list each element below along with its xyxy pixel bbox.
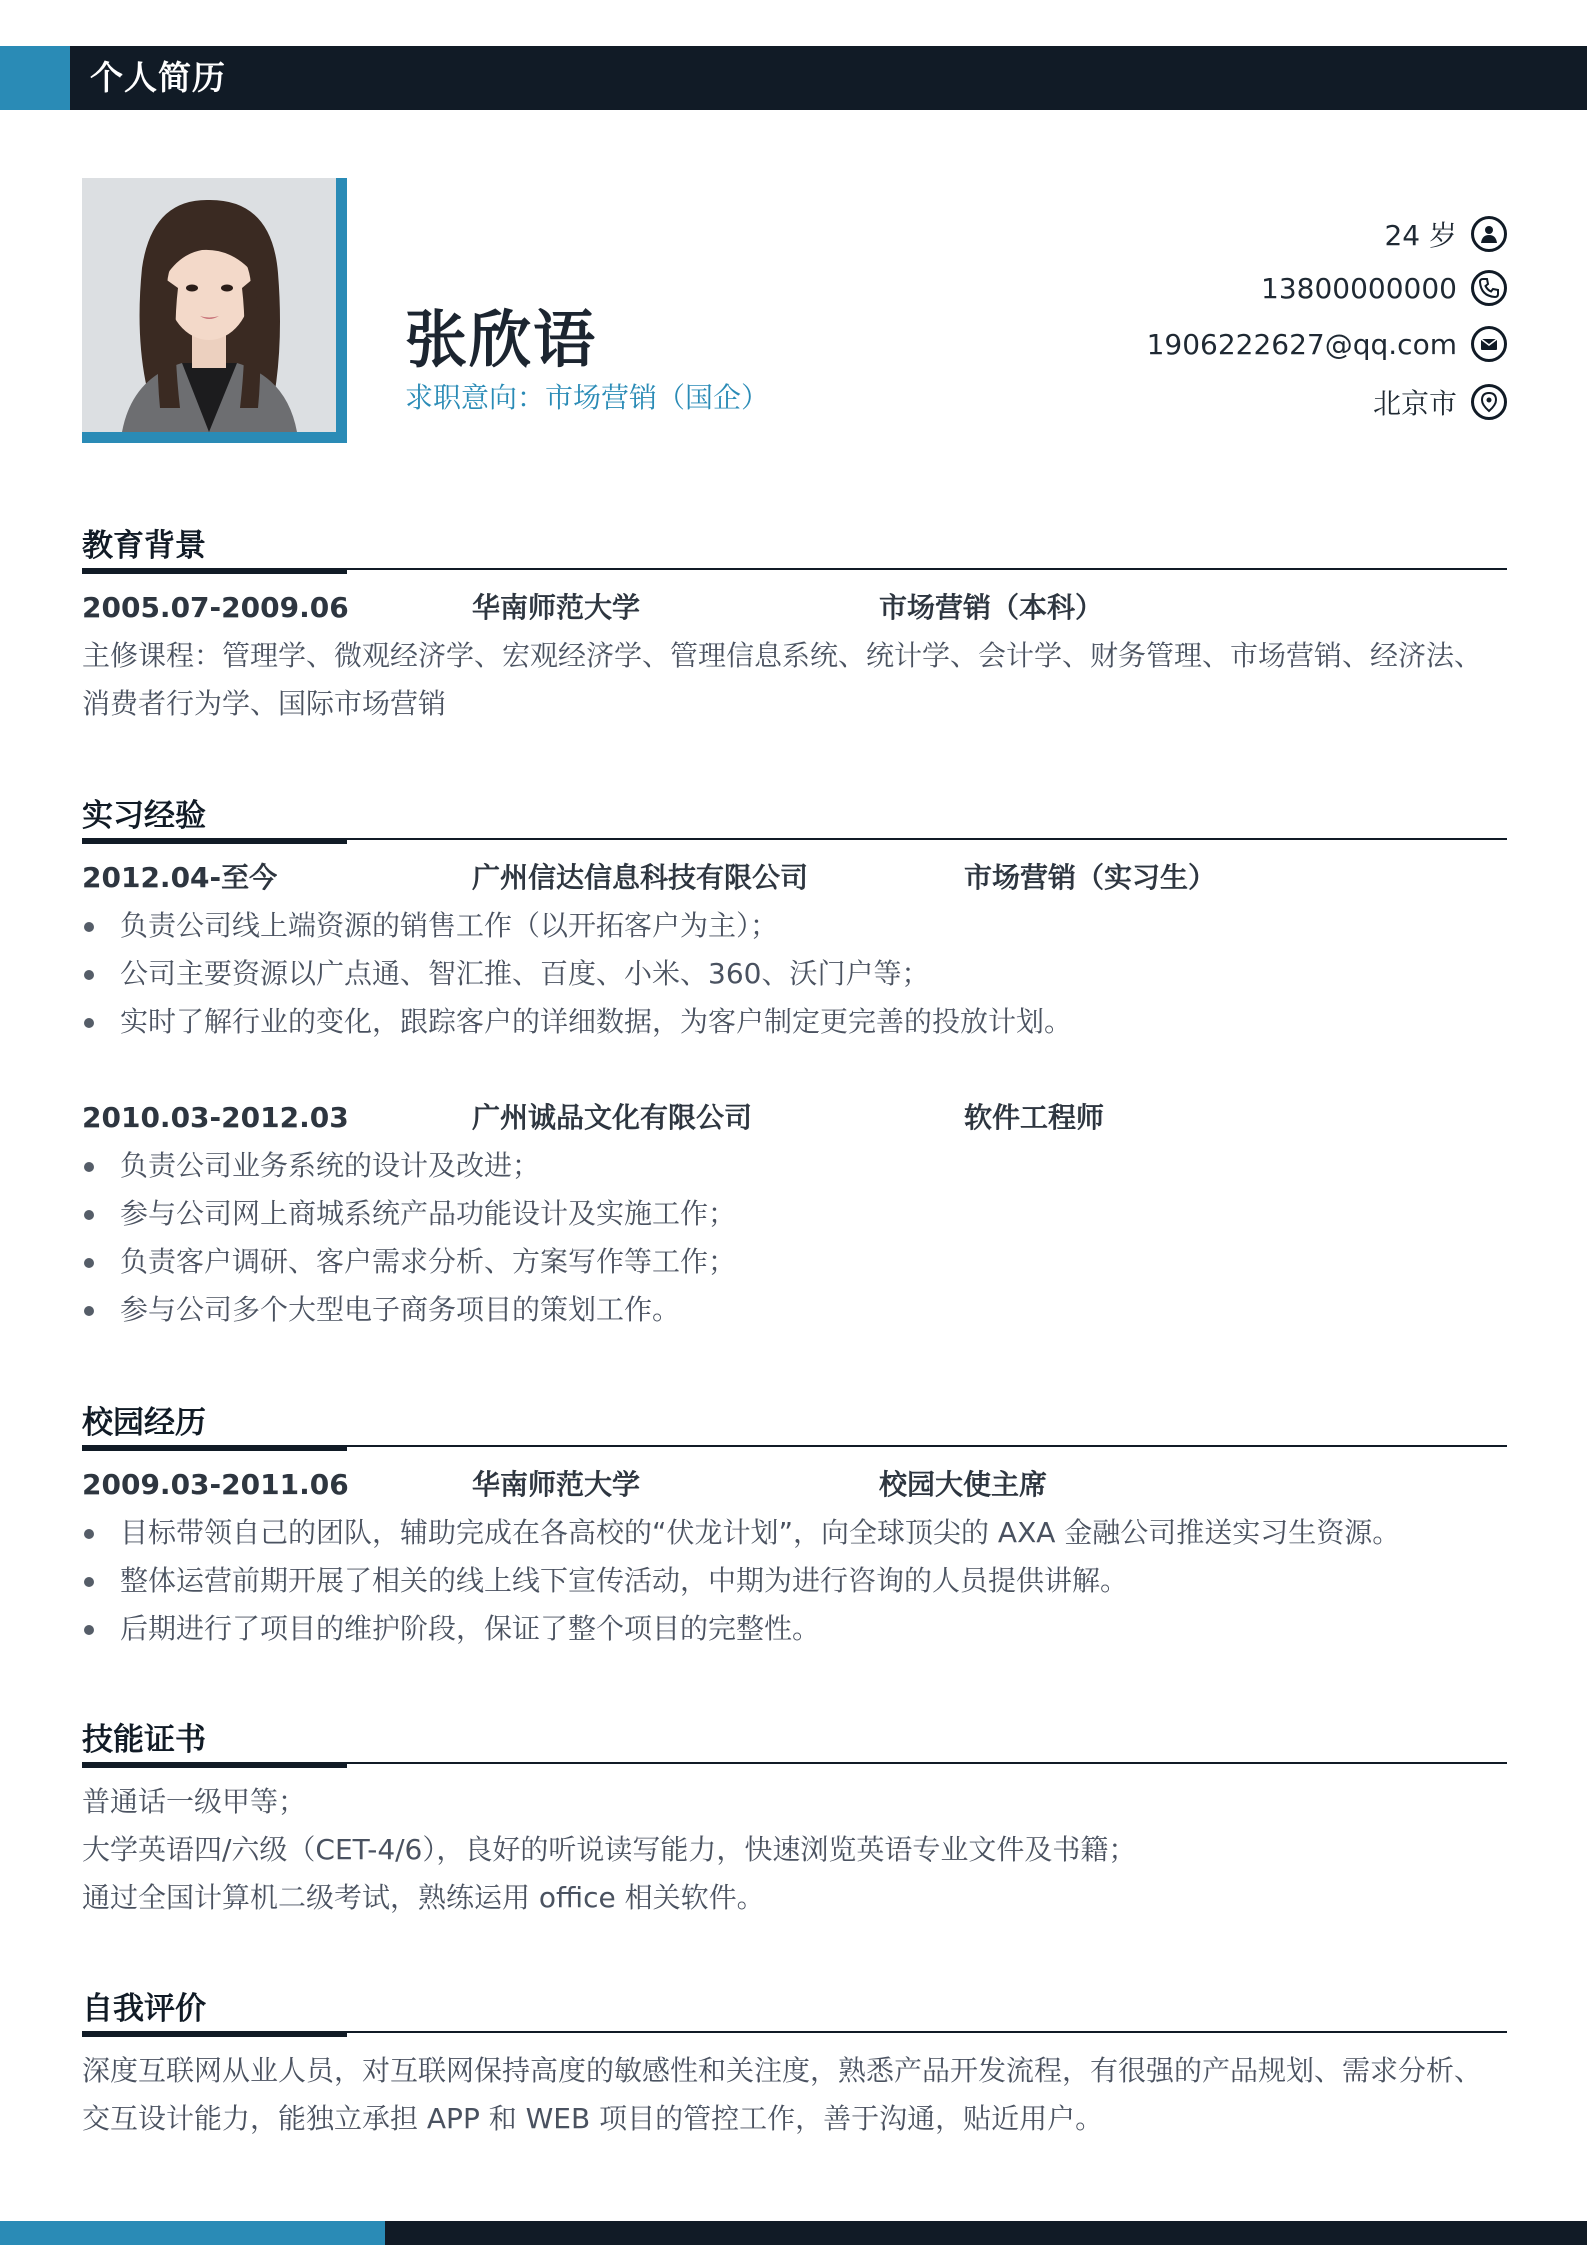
- section-header: [82, 790, 1507, 840]
- education-row: [82, 584, 1507, 632]
- page-title: 个人简历: [90, 58, 226, 97]
- job-company: 广州诚品文化有限公司: [472, 1101, 753, 1134]
- phone-icon: [1471, 270, 1507, 306]
- section-title: 自我评价: [82, 1991, 206, 2027]
- job-role: 软件工程师: [964, 1101, 1105, 1134]
- skill-line: 通过全国计算机二级考试，熟练运用 office 相关软件。: [82, 1881, 765, 1914]
- job-role: 市场营销（实习生）: [964, 861, 1217, 894]
- campus-period: 2009.03-2011.06: [82, 1468, 349, 1501]
- section-title: 校园经历: [82, 1405, 206, 1441]
- list-item: 参与公司网上商城系统产品功能设计及实施工作；: [82, 1190, 1507, 1238]
- footer-accent: [0, 2221, 385, 2245]
- age-value: 24 岁: [1384, 219, 1457, 252]
- phone-value[interactable]: 13800000000: [1261, 271, 1457, 305]
- section-underline: [82, 569, 347, 574]
- section-header: [82, 520, 1507, 570]
- footer-bar: [0, 2221, 1587, 2245]
- education-major: 市场营销（本科）: [879, 591, 1104, 624]
- job-period: 2010.03-2012.03: [82, 1101, 349, 1134]
- section-underline: [82, 1446, 347, 1451]
- education-courses: 主修课程：管理学、微观经济学、宏观经济学、管理信息系统、统计学、会计学、财务管理、市场营销、经济法、消费者行为学、国际市场营销: [82, 639, 1483, 720]
- location-value: 北京市: [1372, 387, 1457, 420]
- avatar: [82, 178, 336, 432]
- section-campus: [82, 1397, 1507, 1653]
- campus-row: [82, 1461, 1507, 1509]
- education-period: 2005.07-2009.06: [82, 591, 349, 624]
- section-internship: [82, 790, 1507, 1334]
- portrait-image: [82, 178, 336, 432]
- job-duties: [82, 1142, 1507, 1334]
- section-title: 技能证书: [82, 1722, 206, 1758]
- campus-school: 华南师范大学: [472, 1468, 641, 1501]
- list-item: 实时了解行业的变化，跟踪客户的详细数据，为客户制定更完善的投放计划。: [82, 998, 1507, 1046]
- contact-age: [1384, 214, 1507, 254]
- location-icon: [1471, 384, 1507, 420]
- contact-email: [1147, 326, 1507, 362]
- job-company: 广州信达信息科技有限公司: [472, 861, 809, 894]
- job-period: 2012.04-至今: [82, 861, 278, 894]
- education-school: 华南师范大学: [472, 591, 641, 624]
- campus-items: [82, 1509, 1507, 1653]
- candidate-name: 张欣语: [405, 303, 598, 376]
- header-bar: [0, 46, 1587, 110]
- photo-frame: [82, 178, 347, 443]
- section-skills: [82, 1714, 1507, 1922]
- self-eval-text: 深度互联网从业人员，对互联网保持高度的敏感性和关注度，熟悉产品开发流程，有很强的产品规划、需求分析、交互设计能力，能独立承担 APP 和 WEB 项目的管控工作，善于沟通，贴近用户。: [82, 2054, 1483, 2135]
- section-underline: [82, 1763, 347, 1768]
- section-title: 教育背景: [82, 528, 206, 564]
- contact-phone: [1261, 270, 1507, 306]
- section-underline: [82, 839, 347, 844]
- list-item: 目标带领自己的团队，辅助完成在各高校的“伏龙计划”，向全球顶尖的 AXA 金融公司推送实习生资源。: [82, 1509, 1507, 1557]
- section-education: [82, 520, 1507, 728]
- job-duties: [82, 902, 1507, 1046]
- list-item: 负责公司线上端资源的销售工作（以开拓客户为主）；: [82, 902, 1507, 950]
- email-value[interactable]: 1906222627@qq.com: [1146, 327, 1457, 361]
- list-item: 公司主要资源以广点通、智汇推、百度、小米、360、沃门户等；: [82, 950, 1507, 998]
- job-row: [82, 1094, 1507, 1142]
- section-title: 实习经验: [82, 798, 206, 834]
- user-icon: [1471, 216, 1507, 252]
- list-item: 参与公司多个大型电子商务项目的策划工作。: [82, 1286, 1507, 1334]
- job-row: [82, 854, 1507, 902]
- section-header: [82, 1714, 1507, 1764]
- header-accent: [0, 46, 70, 110]
- list-item: 后期进行了项目的维护阶段，保证了整个项目的完整性。: [82, 1605, 1507, 1653]
- skill-line: 普通话一级甲等；: [82, 1785, 307, 1818]
- job-intent: 求职意向：市场营销（国企）: [405, 381, 770, 414]
- list-item: 负责客户调研、客户需求分析、方案写作等工作；: [82, 1238, 1507, 1286]
- list-item: 整体运营前期开展了相关的线上线下宣传活动，中期为进行咨询的人员提供讲解。: [82, 1557, 1507, 1605]
- contact-location: [1373, 382, 1507, 422]
- skill-line: 大学英语四/六级（CET-4/6），良好的听说读写能力，快速浏览英语专业文件及书籍；: [82, 1833, 1137, 1866]
- section-header: [82, 1397, 1507, 1447]
- mail-icon: [1471, 326, 1507, 362]
- section-self-eval: [82, 1983, 1507, 2143]
- campus-role: 校园大使主席: [879, 1468, 1048, 1501]
- section-underline: [82, 2032, 347, 2037]
- section-header: [82, 1983, 1507, 2033]
- list-item: 负责公司业务系统的设计及改进；: [82, 1142, 1507, 1190]
